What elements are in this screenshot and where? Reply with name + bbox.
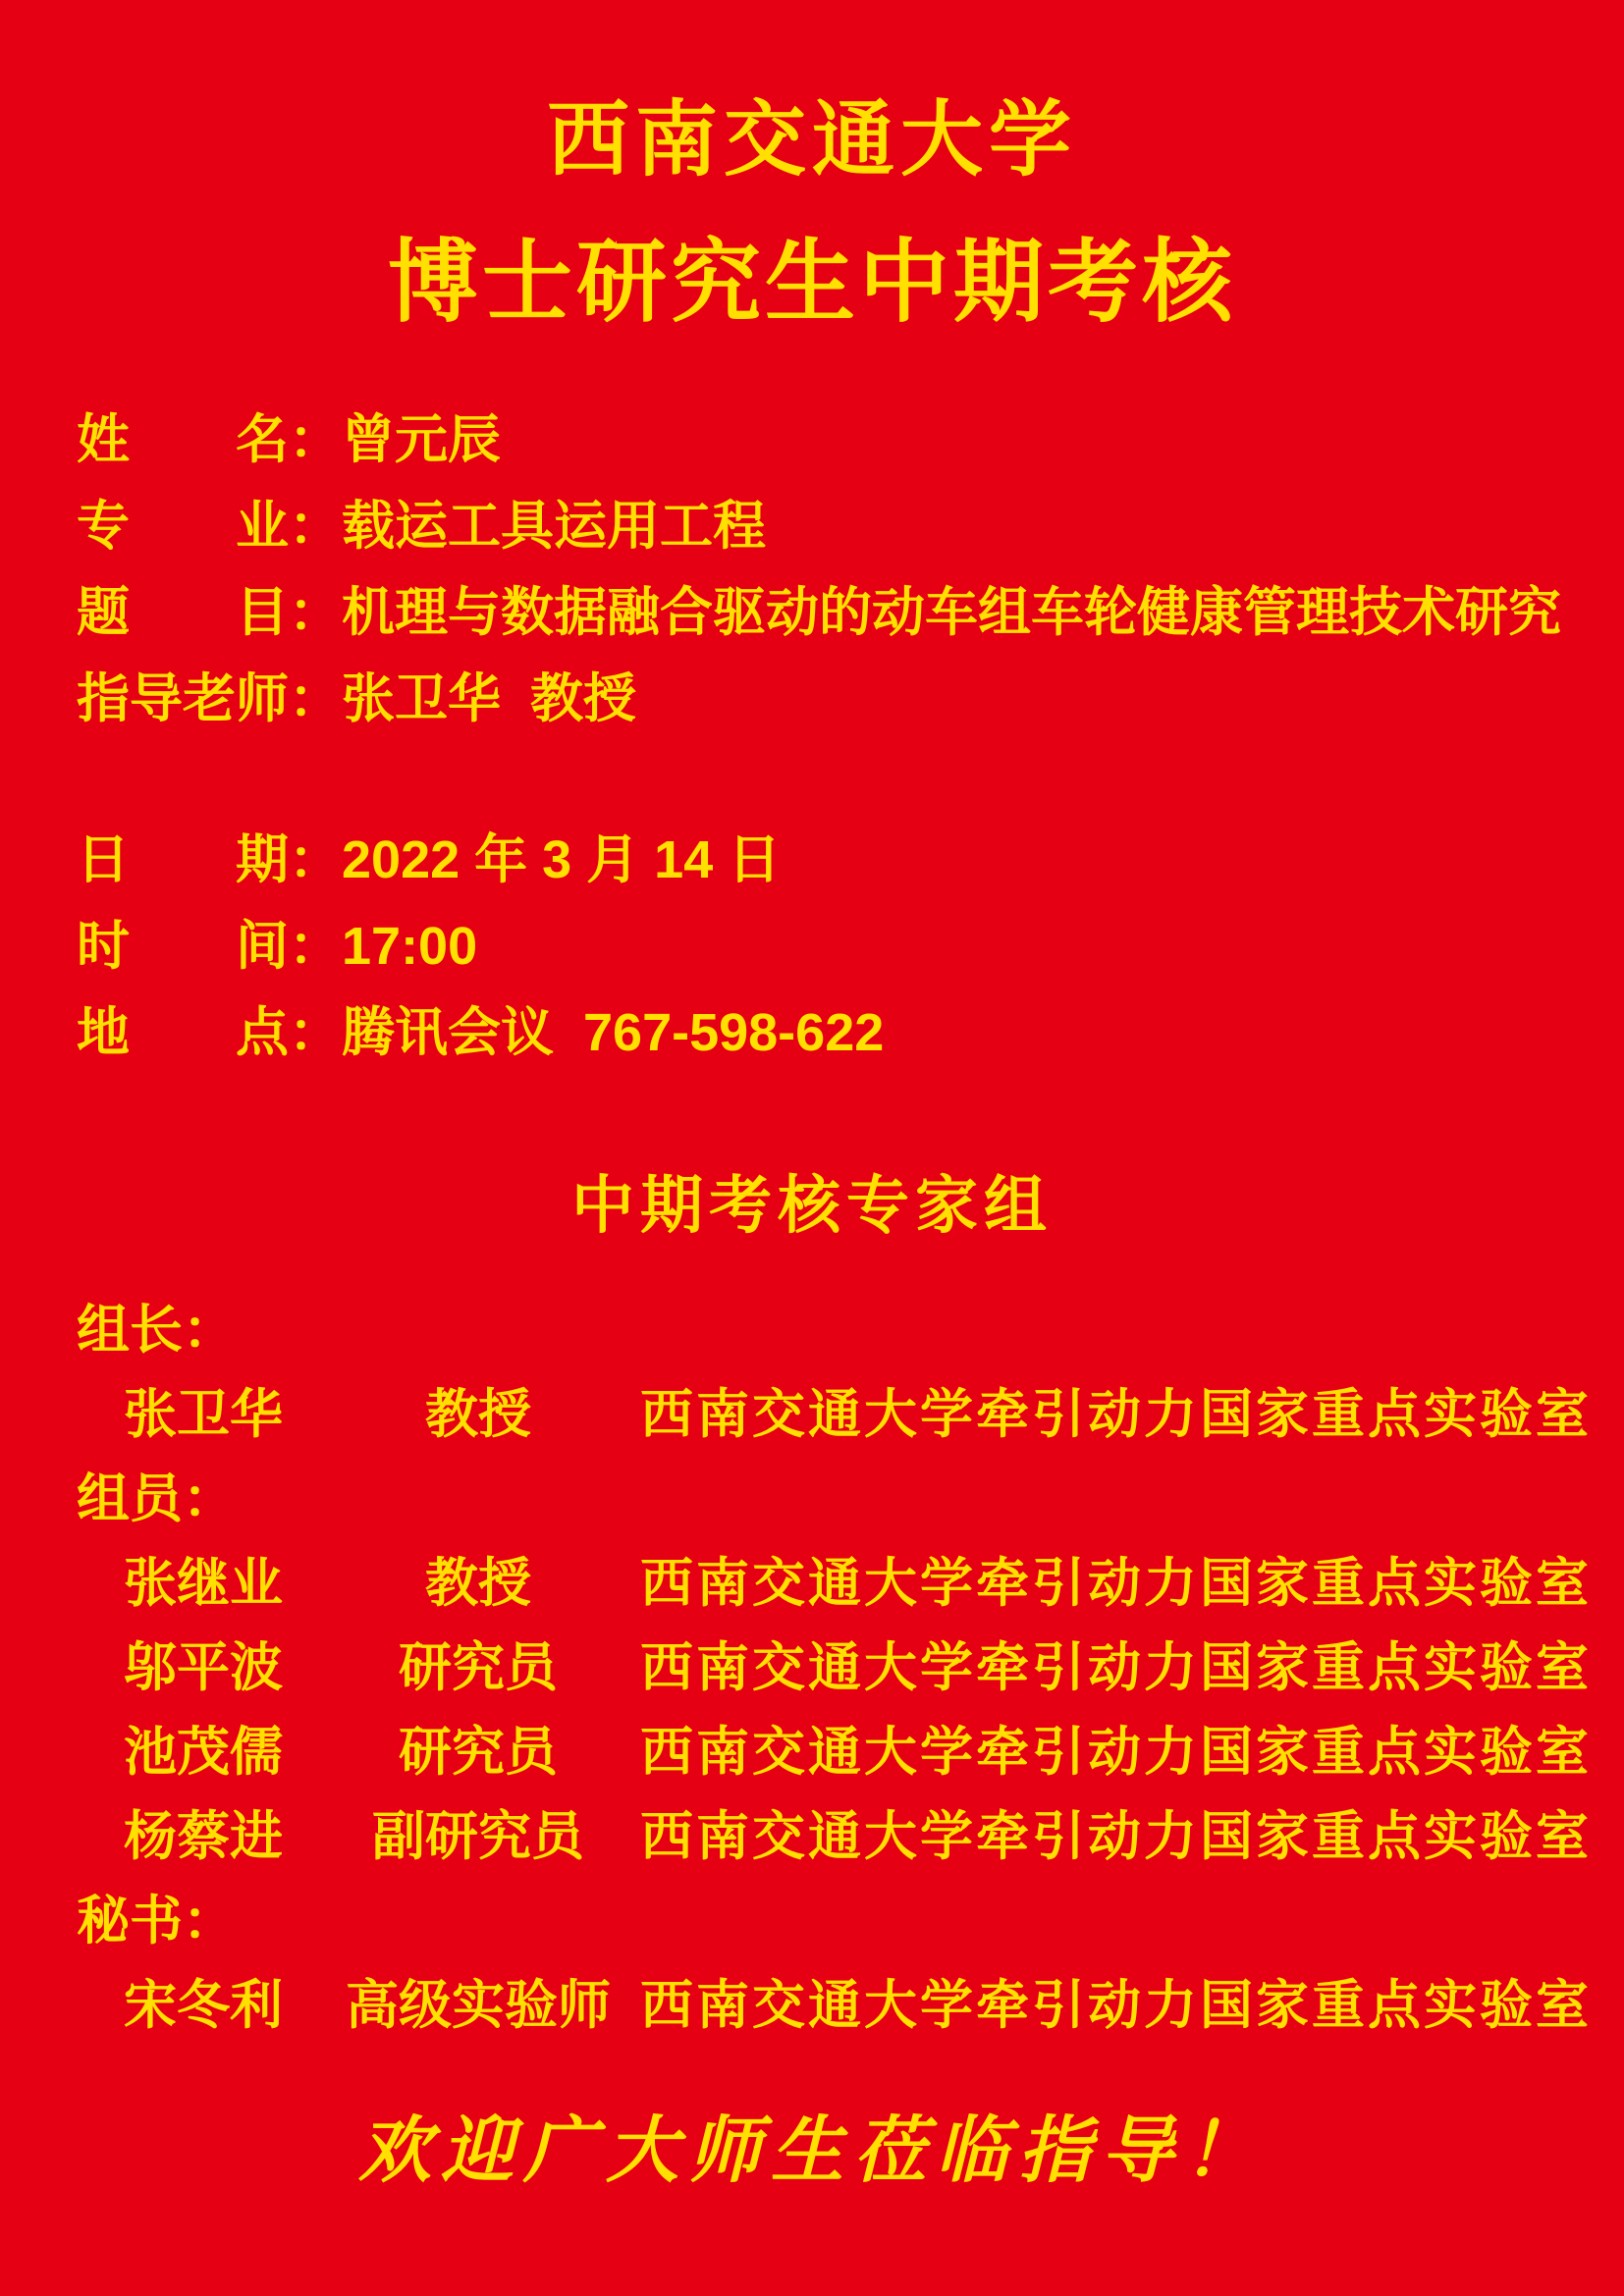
expert-row: [124, 1710, 1624, 1794]
university-title: 西南交通大学: [546, 93, 1077, 186]
expert-name: 杨蔡进: [124, 1807, 283, 1866]
welcome-message: 欢迎广大师生莅临指导！: [358, 2111, 1266, 2192]
field-row-location: [77, 989, 1624, 1076]
experts-heading: 中期考核专家组: [571, 1170, 1053, 1241]
role-label-leader: 组长：: [77, 1301, 236, 1360]
field-label: 指导老师：: [77, 669, 342, 728]
schedule-block: [77, 817, 1624, 1076]
field-label: 时 间：: [77, 917, 342, 976]
field-value: 腾讯会议 767-598-622: [342, 1003, 885, 1062]
field-value: 张卫华 教授: [342, 669, 637, 728]
expert-affiliation: 西南交通大学牵引动力国家重点实验室: [640, 1807, 1592, 1866]
field-row-major: [77, 483, 1624, 569]
event-title: 博士研究生中期考核: [387, 233, 1236, 333]
expert-title: 教授: [425, 1554, 531, 1613]
field-label: 题 目：: [77, 583, 342, 642]
field-label: 地 点：: [77, 1003, 342, 1062]
field-value: 机理与数据融合驱动的动车组车轮健康管理技术研究: [342, 583, 1561, 642]
field-row-name: [77, 397, 1624, 483]
expert-row: [124, 1372, 1624, 1457]
expert-affiliation: 西南交通大学牵引动力国家重点实验室: [640, 1976, 1592, 2035]
expert-name: 张卫华: [124, 1385, 283, 1444]
expert-title: 研究员: [399, 1723, 558, 1782]
expert-affiliation: 西南交通大学牵引动力国家重点实验室: [640, 1554, 1592, 1613]
expert-affiliation: 西南交通大学牵引动力国家重点实验室: [640, 1638, 1592, 1697]
field-label: 姓 名：: [77, 410, 342, 469]
field-label: 专 业：: [77, 497, 342, 556]
expert-name: 池茂儒: [124, 1723, 283, 1782]
field-label: 日 期：: [77, 830, 342, 889]
info-block: [77, 397, 1624, 742]
expert-title: 高级实验师: [346, 1976, 611, 2035]
field-row-date: [77, 817, 1624, 903]
field-row-supervisor: [77, 656, 1624, 742]
expert-title: 教授: [425, 1385, 531, 1444]
expert-name: 张继业: [124, 1554, 283, 1613]
expert-row: [124, 1794, 1624, 1879]
field-value: 载运工具运用工程: [342, 497, 766, 556]
experts-block: [77, 1288, 1624, 2048]
field-row-thesis-topic: [77, 569, 1624, 656]
role-label-members: 组员：: [77, 1469, 236, 1528]
expert-title: 研究员: [399, 1638, 558, 1697]
expert-affiliation: 西南交通大学牵引动力国家重点实验室: [640, 1723, 1592, 1782]
expert-row: [124, 1541, 1624, 1626]
field-row-time: [77, 903, 1624, 989]
expert-name: 邬平波: [124, 1638, 283, 1697]
field-value: 17:00: [342, 917, 478, 976]
field-value: 曾元辰: [342, 410, 501, 469]
expert-affiliation: 西南交通大学牵引动力国家重点实验室: [640, 1385, 1592, 1444]
role-label-secretary: 秘书：: [77, 1892, 236, 1950]
expert-title: 副研究员: [372, 1807, 584, 1866]
expert-name: 宋冬利: [124, 1976, 283, 2035]
field-value: 2022 年 3 月 14 日: [342, 830, 782, 889]
expert-row: [124, 1963, 1624, 2048]
expert-row: [124, 1626, 1624, 1710]
